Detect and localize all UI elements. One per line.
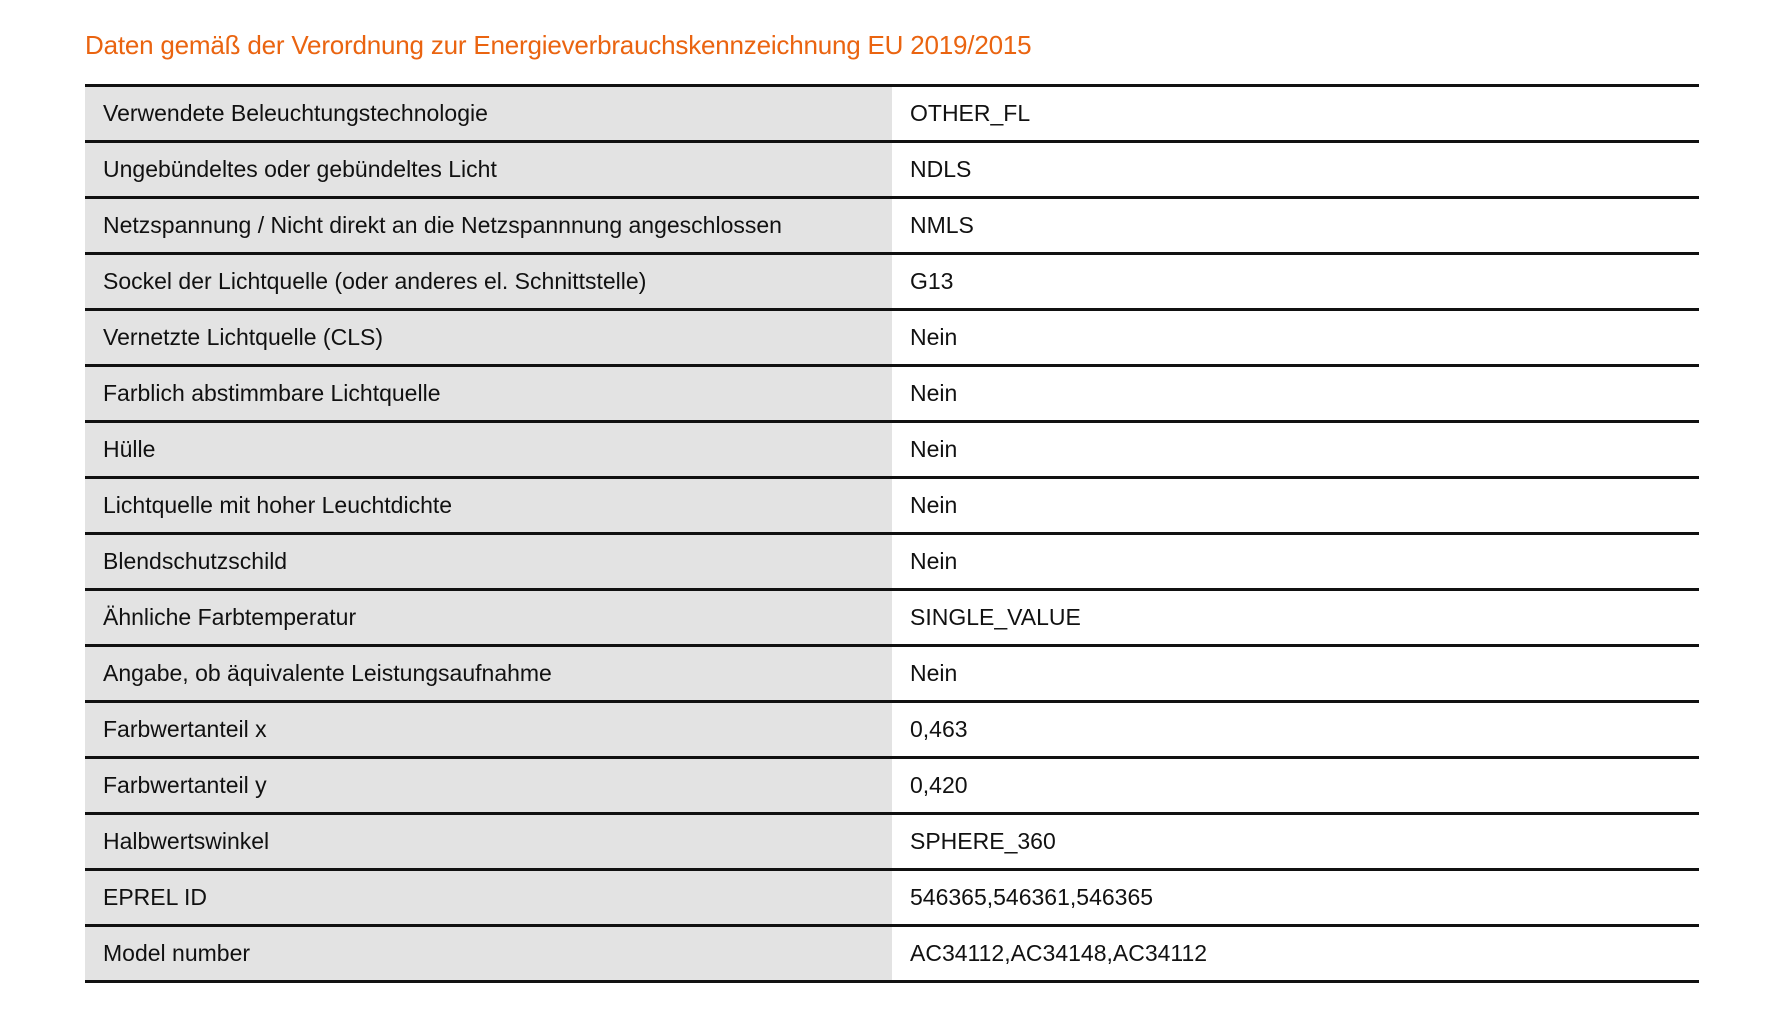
table-row	[85, 759, 1699, 815]
row-value: Nein	[910, 548, 958, 574]
row-value: OTHER_FL	[910, 100, 1031, 126]
row-label: Sockel der Lichtquelle (oder anderes el. Schnittstelle)	[85, 255, 892, 308]
table-row	[85, 479, 1699, 535]
table-row	[85, 199, 1699, 255]
section-title: Daten gemäß der Verordnung zur Energieverbrauchskennzeichnung EU 2019/2015	[85, 30, 1032, 60]
row-value: 0,420	[910, 772, 968, 798]
row-label: Farbwertanteil x	[85, 703, 892, 756]
row-label: Vernetzte Lichtquelle (CLS)	[85, 311, 892, 364]
row-value: Nein	[910, 324, 958, 350]
row-value: NDLS	[910, 156, 972, 182]
row-value: G13	[910, 268, 954, 294]
row-value: Nein	[910, 492, 958, 518]
table-row	[85, 815, 1699, 871]
table-row	[85, 143, 1699, 199]
table-row	[85, 87, 1699, 143]
table-row	[85, 367, 1699, 423]
row-label: Blendschutzschild	[85, 535, 892, 588]
row-label: Farblich abstimmbare Lichtquelle	[85, 367, 892, 420]
energy-label-table	[85, 84, 1699, 983]
row-label: Halbwertswinkel	[85, 815, 892, 868]
row-label: Model number	[85, 927, 892, 980]
row-label: Ungebündeltes oder gebündeltes Licht	[85, 143, 892, 196]
row-value: NMLS	[910, 212, 974, 238]
row-label: Hülle	[85, 423, 892, 476]
row-value: Nein	[910, 436, 958, 462]
row-label: Netzspannung / Nicht direkt an die Netzspannnung angeschlossen	[85, 199, 892, 252]
table-row	[85, 255, 1699, 311]
row-label: Angabe, ob äquivalente Leistungsaufnahme	[85, 647, 892, 700]
table-row	[85, 703, 1699, 759]
table-row	[85, 423, 1699, 479]
row-value: Nein	[910, 660, 958, 686]
row-value: SPHERE_360	[910, 828, 1056, 854]
row-label: Verwendete Beleuchtungstechnologie	[85, 87, 892, 140]
row-label: Farbwertanteil y	[85, 759, 892, 812]
row-value: Nein	[910, 380, 958, 406]
table-row	[85, 647, 1699, 703]
row-label: Lichtquelle mit hoher Leuchtdichte	[85, 479, 892, 532]
table-row	[85, 927, 1699, 983]
row-value: AC34112,AC34148,AC34112	[910, 940, 1208, 966]
row-label: Ähnliche Farbtemperatur	[85, 591, 892, 644]
table-row	[85, 311, 1699, 367]
table-row	[85, 535, 1699, 591]
row-value: 546365,546361,546365	[910, 884, 1154, 910]
row-value: SINGLE_VALUE	[910, 604, 1081, 630]
row-label: EPREL ID	[85, 871, 892, 924]
row-value: 0,463	[910, 716, 968, 742]
table-row	[85, 871, 1699, 927]
table-row	[85, 591, 1699, 647]
